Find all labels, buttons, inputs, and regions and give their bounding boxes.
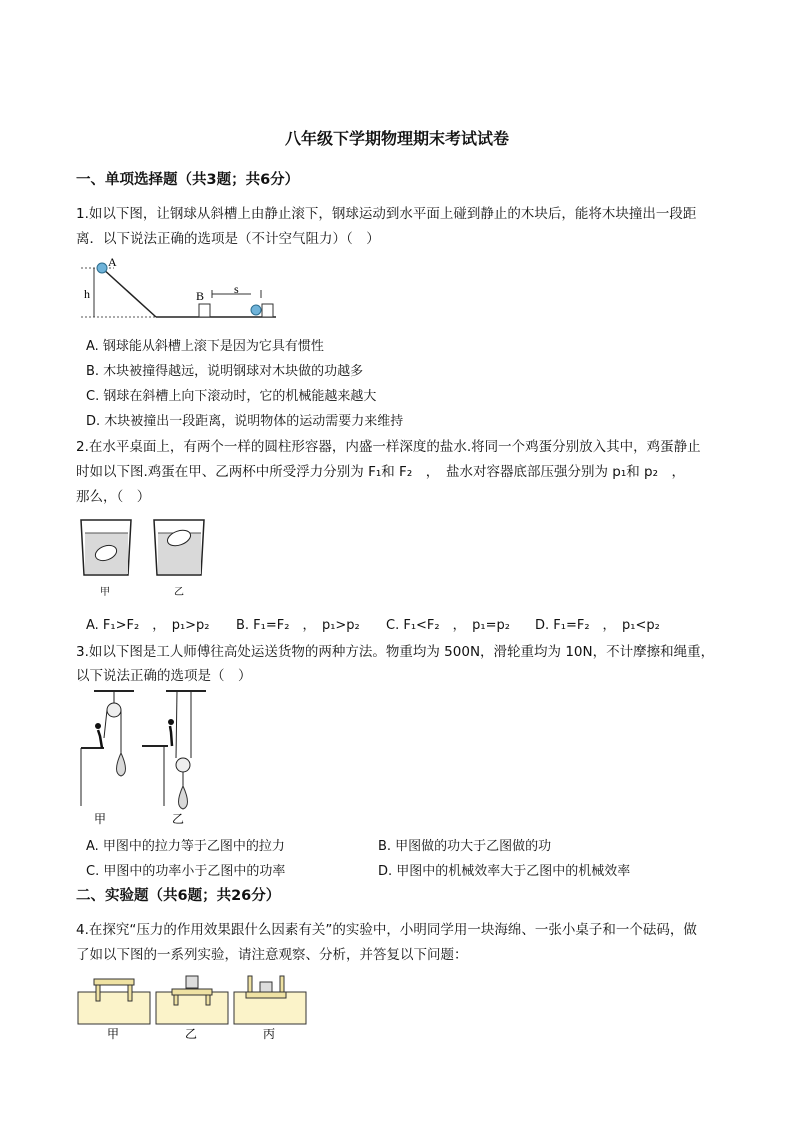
q1-option-d[interactable]: D. 木块被撞出一段距离，说明物体的运动需要力来维持	[86, 414, 404, 429]
steel-ball-moved	[251, 305, 261, 315]
question-4-text-line2: 了如以下图的一系列实验，请注意观察、分析，并答复以下问题：	[76, 947, 468, 963]
q1-option-a[interactable]: A. 钢球能从斜槽上滚下是因为它具有惯性	[86, 339, 324, 354]
label-jia: 甲	[100, 587, 110, 598]
movable-pulley-yi	[176, 758, 190, 772]
steel-ball-a	[97, 263, 107, 273]
question-2-text-line3: 那么，（ ）	[76, 489, 151, 505]
question-2-text-line2: 时如以下图.鸡蛋在甲、乙两杯中所受浮力分别为 F₁和 F₂ ， 盐水对容器底部压强分别为 p₁和 p₂ ，	[76, 464, 686, 480]
q2-option-c[interactable]: C. F₁<F₂ ， p₁=p₂	[386, 618, 510, 633]
wood-block-b	[199, 304, 210, 317]
q2-option-a[interactable]: A. F₁>F₂ ， p₁>p₂	[86, 618, 210, 633]
page-title: 八年级下学期物理期末考试试卷	[284, 129, 509, 148]
incline-ramp-figure	[76, 252, 296, 327]
weight-bing	[260, 982, 272, 992]
label-yi: 乙	[174, 587, 184, 598]
section-heading-experiment: 二、实验题（共6题；共26分）	[76, 888, 281, 904]
question-1-text-line2: 离．以下说法正确的选项是（不计空气阻力）（ ）	[76, 231, 380, 247]
question-4-text-line1: 4.在探究“压力的作用效果跟什么因素有关”的实验中，小明同学用一块海绵、一张小桌子和一个砝码，做	[76, 922, 697, 938]
section-heading-choice: 一、单项选择题（共3题；共6分）	[76, 172, 300, 188]
q2-option-b[interactable]: B. F₁=F₂ ， p₁>p₂	[236, 618, 360, 633]
label-yi: 乙	[172, 812, 185, 826]
q3-option-a[interactable]: A. 甲图中的拉力等于乙图中的拉力	[86, 839, 285, 854]
q2-option-d[interactable]: D. F₁=F₂ ， p₁<p₂	[535, 618, 660, 633]
beakers-egg-figure	[76, 515, 226, 605]
label-a: A	[108, 255, 117, 269]
q3-option-b[interactable]: B. 甲图做的功大于乙图做的功	[378, 839, 552, 854]
label-yi: 乙	[185, 1027, 198, 1041]
label-s: s	[234, 282, 239, 296]
label-bing: 丙	[263, 1027, 276, 1041]
weight-yi	[186, 976, 198, 988]
q3-option-d[interactable]: D. 甲图中的机械效率大于乙图中的机械效率	[378, 864, 631, 879]
q3-option-c[interactable]: C. 甲图中的功率小于乙图中的功率	[86, 864, 286, 879]
question-2-text-line1: 2.在水平桌面上，有两个一样的圆柱形容器，内盛一样深度的盐水.将同一个鸡蛋分别放入其中，鸡蛋静止	[76, 439, 701, 455]
label-h: h	[84, 287, 90, 301]
q1-option-c[interactable]: C. 钢球在斜槽上向下滚动时，它的机械能越来越大	[86, 389, 377, 404]
question-3-text-line2: 以下说法正确的选项是（ ）	[76, 668, 252, 684]
label-jia: 甲	[94, 812, 107, 826]
sponge-table-figure	[76, 972, 312, 1042]
question-3-text-line1: 3.如以下图是工人师傅往高处运送货物的两种方法。物重均为 500N，滑轮重均为 10N，不计摩擦和绳重，	[76, 644, 715, 660]
label-b: B	[196, 289, 205, 303]
label-jia: 甲	[107, 1027, 120, 1041]
pulley-figure	[76, 688, 216, 828]
q1-option-b[interactable]: B. 木块被撞得越远，说明钢球对木块做的功越多	[86, 364, 364, 379]
question-1-text-line1: 1.如以下图，让钢球从斜槽上由静止滚下，钢球运动到水平面上碰到静止的木块后，能将木块撞出一段距	[76, 206, 697, 222]
fixed-pulley-jia	[107, 703, 121, 717]
